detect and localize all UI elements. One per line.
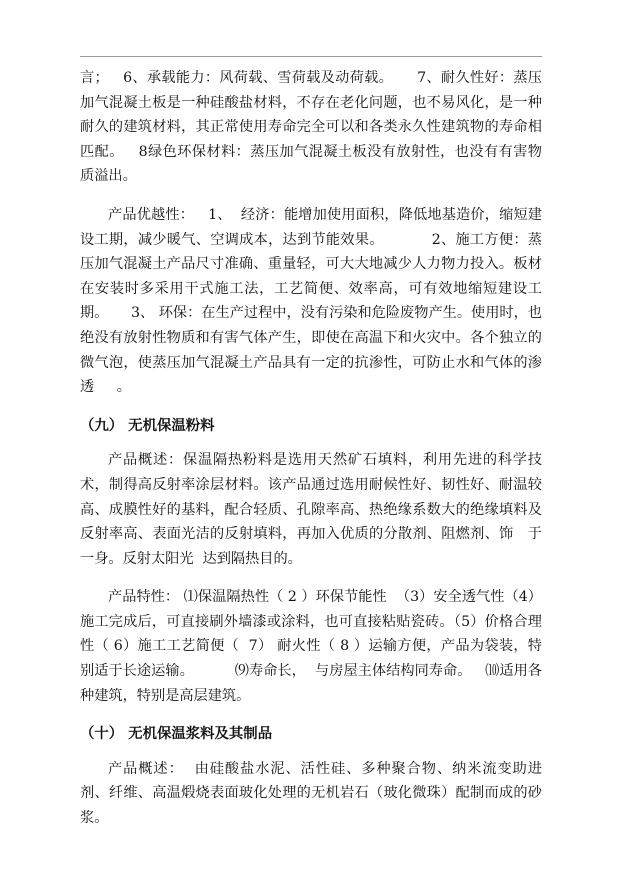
paragraph-product-advantages: 产品优越性： 1、 经济：能增加使用面积，降低地基造价，缩短建设工期，减少暖气、空调成本，达到节能效果。 2、施工方便：蒸压加气混凝土产品尺寸准确、重量轻，可大大地减少人力物力投入。板材在安装时多采用干式施工法，工艺简便、效率高，可有效地缩短建设工期。 3、 环保：在生产过程中，没有污染和危险废物产生。使用时，也绝没有放射性物质和有害气体产生，即使在高温下和火灾中。各个独立的微气泡，使蒸压加气混凝土产品具有一定的抗渗性，可防止水和气体的渗透 。 — [80, 206, 542, 396]
header-rule — [80, 56, 542, 57]
section-9-features: 产品特性： ⑴保温隔热性（ 2 ）环保节能性 （3）安全透气性（4）施工完成后，可直接刷外墙漆或涂料，也可直接粘贴瓷砖。（5）价格合理性（ 6）施工工艺简便（ 7） 耐火性（ 8 ）运输方便，产品为袋装，特别适于长途运输。 ⑼寿命长， 与房屋主体结构同寿命。 ⑽适用各种建筑，特别是高层建筑。 — [80, 589, 542, 704]
section-9-overview: 产品概述：保温隔热粉料是选用天然矿石填料，利用先进的科学技术，制得高反射率涂层材料。该产品通过选用耐候性好、韧性好、耐温较高、成膜性好的基料，配合轻质、孔隙率高、热绝缘系数大的绝缘填料及反射率高、表面光洁的反射填料，再加入优质的分散剂、阻燃剂、饰 于一身。反射太阳光 达到隔热目的。 — [80, 452, 542, 567]
section-9-heading: （九） 无机保温粉料 — [80, 417, 215, 434]
paragraph-durability: 言； 6、承载能力：风荷载、雪荷载及动荷载。 7、耐久性好：蒸压加气混凝土板是一种硅酸盐材料，不存在老化问题，也不易风化，是一种耐久的建筑材料，其正常使用寿命完全可以和各类永久性建筑物的寿命相匹配。 8绿色环保材料：蒸压加气混凝土板没有放射性，也没有有害物质溢出。 — [80, 70, 542, 185]
section-10-overview: 产品概述： 由硅酸盐水泥、活性硅、多种聚合物、纳米流变助进剂、纤维、高温煅烧表面玻化处理的无机岩石（玻化微珠）配制而成的砂浆。 — [80, 760, 542, 827]
document-body — [80, 66, 542, 831]
section-10-heading: （十） 无机保温浆料及其制品 — [80, 726, 273, 743]
